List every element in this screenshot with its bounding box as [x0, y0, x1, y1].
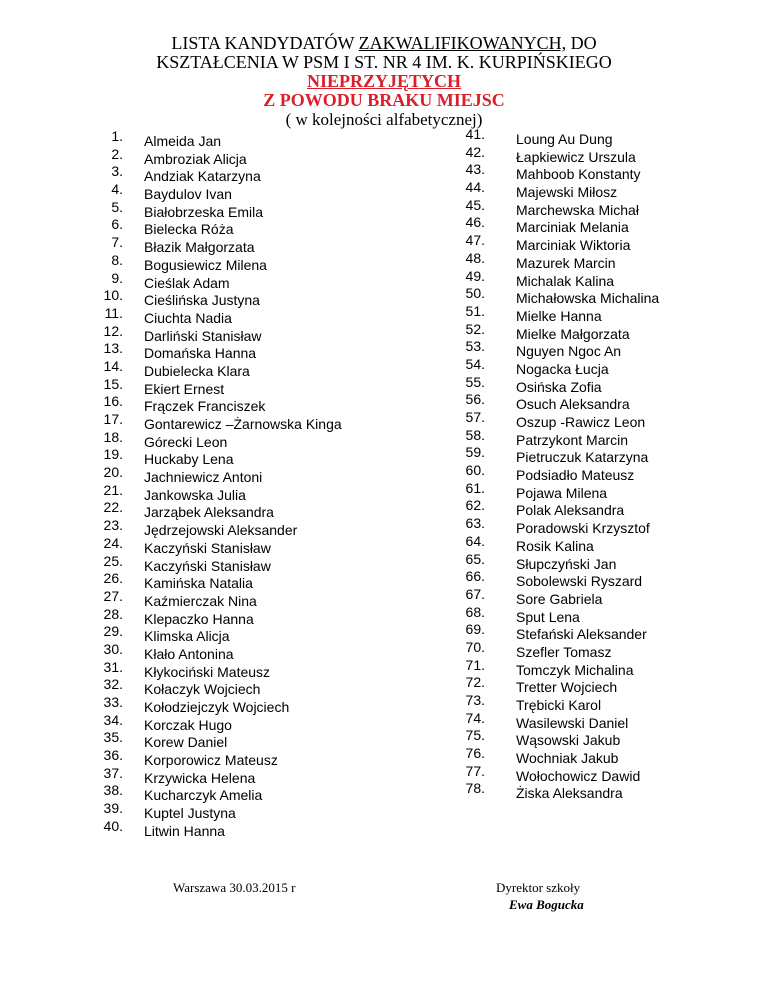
list-item-name: Jarząbek Aleksandra — [144, 504, 274, 521]
list-item-name: Mahboob Konstanty — [516, 166, 641, 183]
list-item-name: Ciuchta Nadia — [144, 309, 232, 326]
list-item-number: 31. — [103, 658, 123, 675]
list-item-number: 53. — [465, 338, 485, 355]
list-item-name: Huckaby Lena — [144, 451, 234, 468]
list-item-name: Korew Daniel — [144, 734, 228, 751]
list-item-name: Wochniak Jakub — [516, 750, 619, 767]
list-item-number: 46. — [465, 214, 485, 231]
list-item-name: Marciniak Wiktoria — [516, 237, 631, 254]
list-item-name: Ekiert Ernest — [144, 380, 225, 397]
list-item-name: Tretter Wojciech — [516, 679, 618, 696]
title-line-1-suffix: DO — [566, 33, 597, 53]
list-item-number: 27. — [103, 587, 123, 604]
list-item-number: 78. — [465, 780, 485, 797]
list-item-number: 73. — [465, 692, 485, 708]
list-item-name: Wąsowski Jakub — [516, 732, 621, 749]
list-item-name: Jachniewicz Antoni — [144, 469, 263, 486]
list-item-number: 68. — [465, 603, 485, 620]
list-item-name: Nogacka Łucja — [516, 360, 609, 377]
list-item-number: 77. — [465, 762, 485, 779]
list-item-name: Darliński Stanisław — [144, 327, 262, 344]
list-item-name: Jankowska Julia — [144, 486, 246, 503]
list-item-name: Klepaczko Hanna — [144, 610, 254, 627]
list-item-number: 65. — [465, 550, 485, 567]
list-item-number: 36. — [103, 747, 123, 764]
list-item-number: 54. — [465, 355, 485, 372]
list-item-number: 66. — [465, 568, 485, 585]
list-item-name: Nguyen Ngoc An — [516, 343, 622, 360]
list-item-number: 32. — [103, 676, 123, 693]
title-line-1-prefix: LISTA KANDYDATÓW — [171, 33, 359, 53]
list-item-name: Marchewska Michał — [516, 201, 639, 218]
list-item-number: 39. — [103, 800, 123, 817]
list-item-name: Pietruczuk Katarzyna — [516, 449, 649, 466]
list-item-number: 70. — [465, 638, 485, 655]
list-item-number: 8. — [111, 251, 123, 268]
list-item-number: 51. — [465, 302, 485, 319]
list-item-name: Patrzykont Marcin — [516, 431, 629, 448]
footer-date: Warszawa 30.03.2015 r — [173, 880, 296, 895]
list-item-name: Marciniak Melania — [516, 219, 629, 236]
list-item-number: 12. — [103, 322, 123, 339]
list-item-number: 13. — [103, 340, 123, 357]
list-item-name: Wasilewski Daniel — [516, 714, 629, 731]
list-item-number: 47. — [465, 232, 485, 249]
title-not-accepted: NIEPRZYJĘTYCH — [306, 71, 462, 91]
title-alphabetical-note: ( w kolejności alfabetycznej) — [285, 110, 483, 129]
list-item-name: Majewski Miłosz — [516, 184, 618, 201]
list-item-name: Pojawa Milena — [516, 484, 608, 501]
list-item-name: Klimska Alicja — [144, 628, 230, 645]
list-item-number: 3. — [111, 163, 123, 180]
list-item-name: Krzywicka Helena — [144, 769, 256, 786]
list-item-name: Frączek Franciszek — [144, 398, 266, 415]
list-item-name: Oszup -Rawicz Leon — [516, 414, 646, 430]
list-item-name: Gontarewicz –Żarnowska Kinga — [144, 416, 342, 432]
list-item-name: Trębicki Karol — [516, 697, 602, 713]
list-item-number: 35. — [103, 729, 123, 746]
list-item-name: Osińska Zofia — [516, 378, 602, 395]
list-item-number: 28. — [103, 605, 123, 622]
list-item-number: 4. — [111, 181, 123, 198]
list-item-number: 9. — [111, 269, 123, 286]
list-item-name: Stefański Aleksander — [516, 626, 647, 643]
list-item-number: 62. — [465, 497, 485, 514]
list-item-number: 22. — [103, 499, 123, 516]
list-item-number: 34. — [103, 711, 123, 728]
list-item-name: Michałowska Michalina — [516, 290, 660, 307]
list-item-name: Korporowicz Mateusz — [144, 752, 278, 769]
list-item-number: 1. — [111, 128, 123, 144]
list-item-name: Litwin Hanna — [144, 822, 225, 839]
list-item-number: 20. — [103, 464, 123, 481]
list-item-number: 6. — [111, 216, 123, 233]
list-item-name: Kaczyński Stanisław — [144, 557, 271, 574]
list-item-name: Bogusiewicz Milena — [144, 256, 267, 273]
list-item-name: Błazik Małgorzata — [144, 239, 255, 256]
title-line-1-underlined: ZAKWALIFIKOWANYCH, — [358, 33, 567, 53]
list-item-name: Michalak Kalina — [516, 272, 615, 289]
list-item-number: 72. — [465, 674, 485, 691]
list-item-name: Kamińska Natalia — [144, 575, 253, 592]
list-item-number: 21. — [103, 481, 123, 498]
list-item-number: 2. — [111, 145, 123, 162]
list-item-number: 7. — [111, 234, 123, 251]
list-item-number: 67. — [465, 585, 485, 602]
list-item-name: Kłykociński Mateusz — [144, 663, 271, 680]
list-item-name: Bielecka Róża — [144, 221, 234, 238]
list-item-number: 71. — [465, 656, 485, 673]
list-item-number: 5. — [111, 198, 123, 215]
list-item-number: 63. — [465, 515, 485, 532]
list-item-number: 56. — [465, 391, 485, 408]
list-item-number: 74. — [465, 709, 485, 726]
list-item-name: Jędrzejowski Aleksander — [144, 522, 298, 539]
list-item-name: Osuch Aleksandra — [516, 396, 630, 413]
list-item-number: 49. — [465, 267, 485, 284]
list-item-name: Białobrzeska Emila — [144, 203, 264, 220]
list-item-number: 58. — [465, 426, 485, 443]
footer-role: Dyrektor szkoły — [496, 880, 581, 895]
title-line-2: KSZTAŁCENIA W PSM I ST. NR 4 IM. K. KURPIŃSKIEGO — [156, 52, 612, 72]
list-item-name: Słupczyński Jan — [516, 555, 617, 572]
list-item-name: Dubielecka Klara — [144, 362, 250, 379]
list-item-name: Kaczyński Stanisław — [144, 539, 271, 556]
list-item-number: 43. — [465, 161, 485, 178]
list-item-name: Szefler Tomasz — [516, 643, 612, 660]
list-item-name: Poradowski Krzysztof — [516, 520, 650, 537]
list-item-number: 57. — [465, 409, 485, 425]
list-item-name: Górecki Leon — [144, 433, 228, 450]
list-item-number: 41. — [465, 126, 485, 142]
list-item-number: 44. — [465, 179, 485, 196]
list-item-name: Wołochowicz Dawid — [516, 767, 641, 784]
list-item-number: 37. — [103, 764, 123, 781]
list-item-number: 16. — [103, 393, 123, 410]
list-item-number: 24. — [103, 534, 123, 551]
list-item-number: 48. — [465, 249, 485, 266]
title-no-places: Z POWODU BRAKU MIEJSC — [263, 90, 505, 110]
list-item-number: 76. — [465, 745, 485, 762]
list-item-number: 45. — [465, 196, 485, 213]
list-item-name: Kłało Antonina — [144, 645, 234, 662]
list-item-name: Podsiadło Mateusz — [516, 467, 635, 484]
list-item-name: Domańska Hanna — [144, 345, 257, 362]
footer-signature-name: Ewa Bogucka — [509, 897, 584, 912]
list-item-number: 42. — [465, 143, 485, 160]
list-item-name: Sput Lena — [516, 608, 580, 625]
list-item-number: 19. — [103, 446, 123, 463]
list-item-name: Kołodziejczyk Wojciech — [144, 699, 290, 715]
list-item-number: 29. — [103, 623, 123, 640]
list-item-name: Kuptel Justyna — [144, 805, 236, 822]
list-item-name: Żiska Aleksandra — [516, 785, 623, 802]
list-item-name: Loung Au Dung — [516, 131, 613, 147]
list-item-name: Rosik Kalina — [516, 537, 594, 554]
list-item-number: 26. — [103, 570, 123, 587]
list-item-name: Mazurek Marcin — [516, 254, 616, 271]
list-item-number: 14. — [103, 357, 123, 374]
list-item-name: Andziak Katarzyna — [144, 168, 261, 185]
list-item-number: 18. — [103, 428, 123, 445]
list-item-number: 59. — [465, 444, 485, 461]
list-item-name: Tomczyk Michalina — [516, 661, 634, 678]
list-item-name: Mielke Hanna — [516, 307, 602, 324]
list-item-number: 10. — [103, 287, 123, 304]
list-item-number: 15. — [103, 375, 123, 392]
list-item-number: 69. — [465, 621, 485, 638]
list-item-name: Polak Aleksandra — [516, 502, 625, 519]
list-item-name: Łapkiewicz Urszula — [516, 148, 636, 165]
list-item-number: 23. — [103, 517, 123, 534]
list-item-number: 30. — [103, 640, 123, 657]
title-line-1 — [0, 33, 768, 54]
list-item-number: 33. — [103, 694, 123, 710]
list-item-name: Mielke Małgorzata — [516, 325, 630, 342]
list-item-number: 40. — [103, 817, 123, 834]
list-item-name: Ambroziak Alicja — [144, 150, 247, 167]
list-item-name: Kołaczyk Wojciech — [144, 681, 261, 698]
list-item-name: Kucharczyk Amelia — [144, 787, 263, 804]
list-item-name: Sobolewski Ryszard — [516, 573, 643, 590]
list-item-number: 52. — [465, 320, 485, 337]
list-item-number: 17. — [103, 411, 123, 427]
list-item-name: Baydulov Ivan — [144, 186, 232, 203]
list-item-number: 25. — [103, 552, 123, 569]
list-item-name: Sore Gabriela — [516, 590, 603, 607]
list-item-number: 60. — [465, 462, 485, 479]
list-item-name: Cieślak Adam — [144, 274, 230, 291]
list-item-number: 61. — [465, 479, 485, 496]
list-item-number: 50. — [465, 285, 485, 302]
list-item-number: 11. — [104, 304, 123, 321]
list-item-name: Kaźmierczak Nina — [144, 592, 257, 609]
list-item-number: 38. — [103, 782, 123, 799]
list-item-name: Cieślińska Justyna — [144, 292, 260, 309]
list-item-number: 64. — [465, 532, 485, 549]
list-item-name: Almeida Jan — [144, 133, 222, 149]
list-item-name: Korczak Hugo — [144, 716, 232, 733]
list-item-number: 75. — [465, 727, 485, 744]
list-item-number: 55. — [465, 373, 485, 390]
